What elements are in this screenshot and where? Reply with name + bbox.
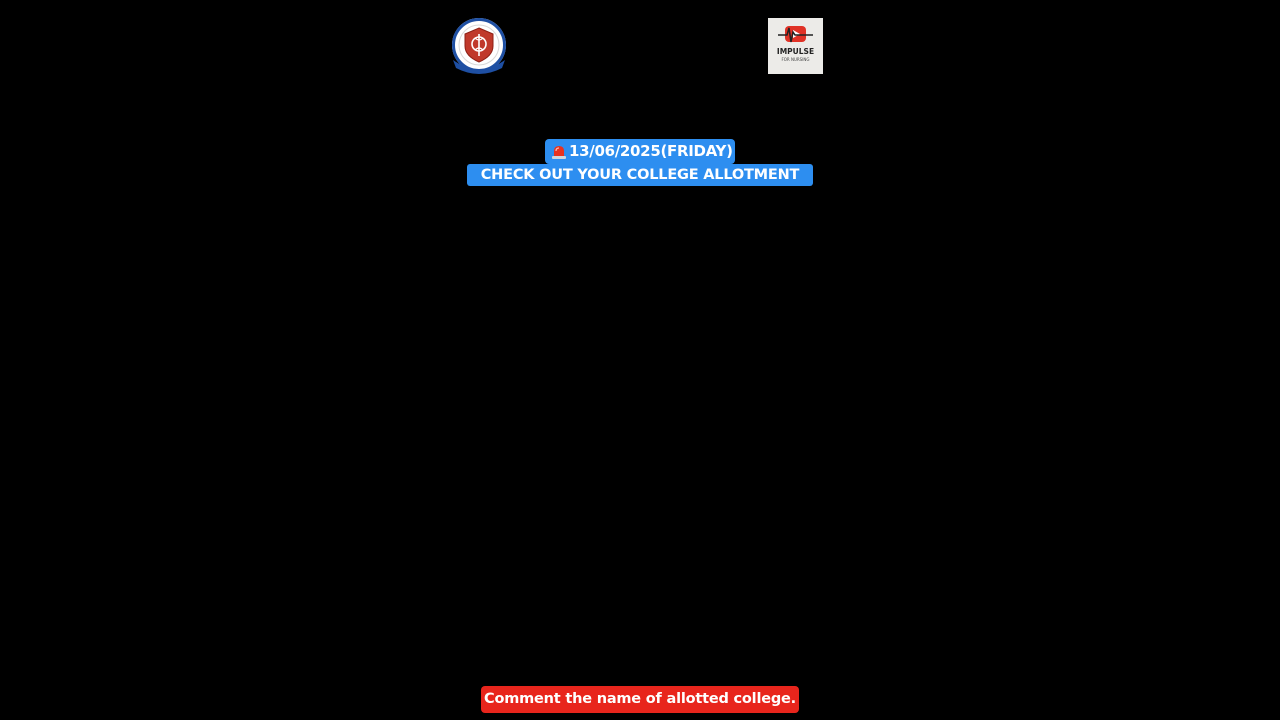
comment-prompt-caption: Comment the name of allotted college.	[481, 686, 799, 713]
impulse-for-nursing-logo	[768, 18, 823, 74]
siren-emoji-icon	[551, 144, 567, 160]
impulse-title: IMPULSE	[776, 47, 815, 56]
date-text: 13/06/2025(FRIDAY)	[569, 142, 733, 160]
institution-seal-logo	[449, 16, 509, 76]
impulse-subtitle: FOR NURSING	[781, 57, 810, 62]
headline-caption: CHECK OUT YOUR COLLEGE ALLOTMENT	[467, 164, 813, 186]
impulse-for-nursing-icon	[778, 24, 813, 46]
date-caption	[545, 139, 735, 164]
institution-seal-icon	[449, 16, 509, 76]
